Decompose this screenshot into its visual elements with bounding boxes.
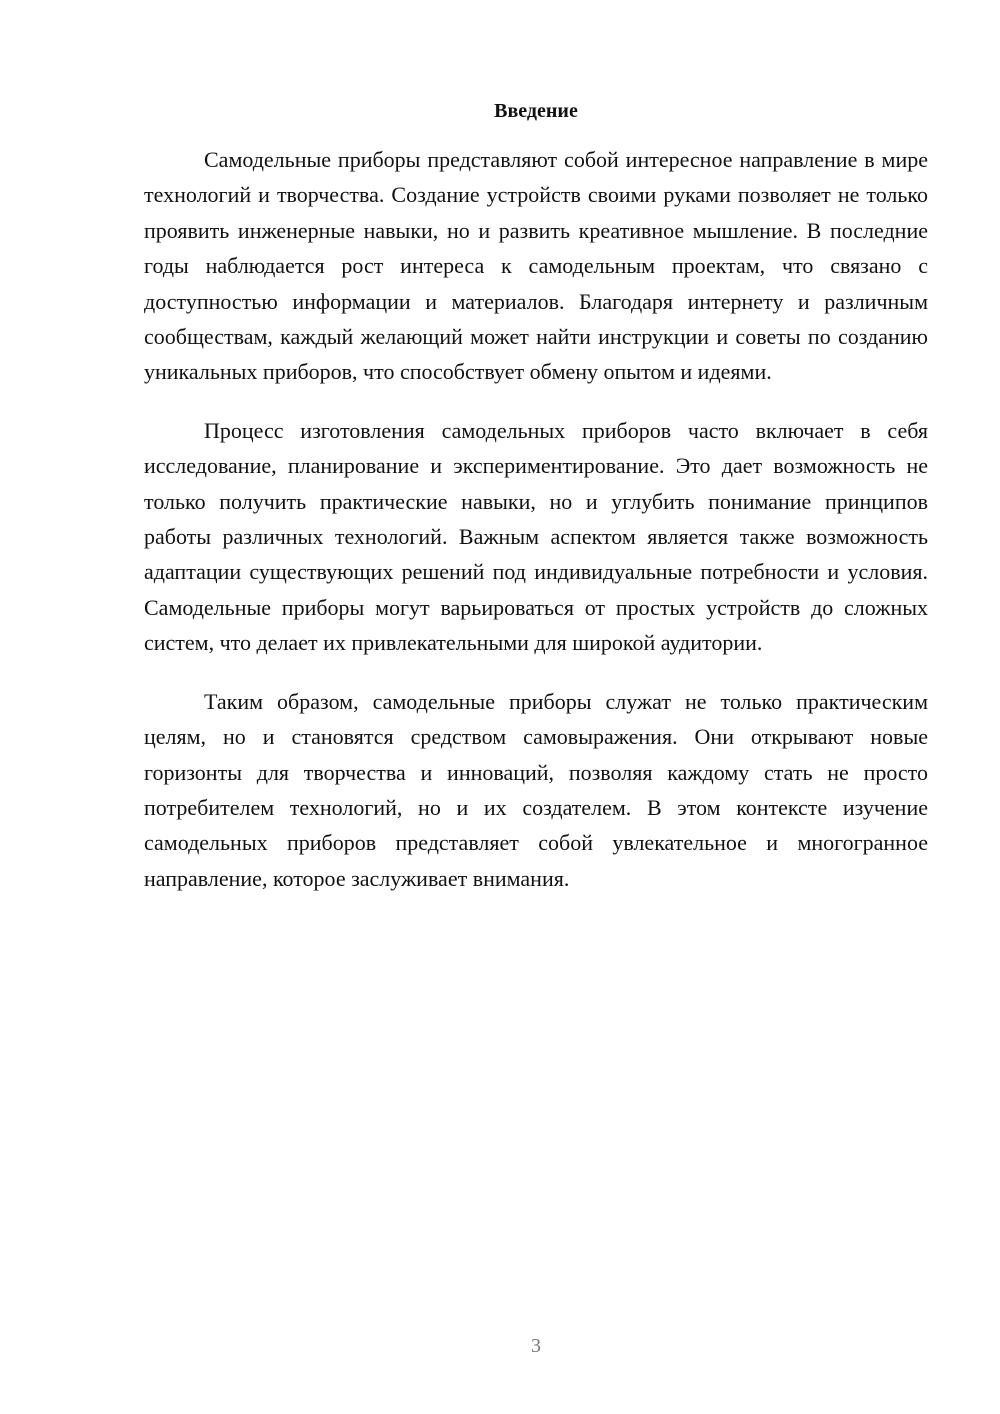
body-text [144,142,928,919]
section-heading: Введение [494,100,578,122]
paragraph-2: Процесс изготовления самодельных приборов часто включает в себя исследование, планирование и экспериментирование. Это дает возможность не только получить практические навыки, но и углубить понимание принципов работы различных технологий. Важным аспектом является также возможность адаптации существующих решений под индивидуальные потребности и условия. Самодельные приборы могут варьироваться от простых устройств до сложных систем, что делает их привлекательными для широкой аудитории. [144,417,928,656]
paragraph-1: Самодельные приборы представляют собой интересное направление в мире технологий и творчества. Создание устройств своими руками позволяет не только проявить инженерные навыки, но и развить креативное мышление. В последние годы наблюдается рост интереса к самодельным проектам, что связано с доступностью информации и материалов. Благодаря интернету и различным сообществам, каждый желающий может найти инструкции и советы по созданию уникальных приборов, что способствует обмену опытом и идеями. [144,147,928,385]
page-number: 3 [531,1335,541,1357]
paragraph-3: Таким образом, самодельные приборы служат не только практическим целям, но и становятся средством самовыражения. Они открывают новые горизонты для творчества и инноваций, позволяя каждому стать не просто потребителем технологий, но и их создателем. В этом контексте изучение самодельных приборов представляет собой увлекательное и многогранное направление, которое заслуживает внимания. [144,688,928,891]
